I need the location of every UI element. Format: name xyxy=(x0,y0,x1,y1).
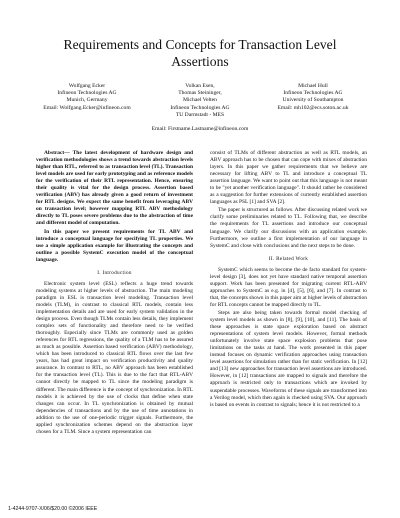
author-3-email: Email: mh102@ecs.soton.ac.uk xyxy=(277,104,349,111)
right-column xyxy=(210,150,367,410)
author-2 xyxy=(145,83,255,119)
author-1-affil: Infineon Technologies AG xyxy=(57,90,117,97)
author-1-name: Wolfgang Ecker xyxy=(68,83,106,89)
author-2-affil-b: TU Darmstadt - MES xyxy=(175,111,225,118)
author-1 xyxy=(32,83,142,112)
author-2-name-b: Thomas Steininger, xyxy=(178,90,222,97)
section-1-heading: I. Introduction xyxy=(97,269,132,276)
copyright-footer: 1-4244-9707-X/06/$20.00 ©2006 IEEE xyxy=(8,506,98,512)
title-line-1: Requirements and Concepts for Transaction Level xyxy=(63,37,337,52)
author-3 xyxy=(258,83,368,112)
section-1-para-1: Electronic system level (ESL) reflects a huge trend towards modeling systems at higher levels of abstraction. The main modeling paradigm in ESL is transaction level modeling. Transaction level models (TLM), in contrast to classical RTL models, contain less implementation details and are used for early system validation in the design process. Even though TLMs contain less details, they implement complex sets of functionality and therefore need to be verified thoroughly. Especially since TLMs are commonly used as golden references for RTL regressions, the quality of a TLM has to be assured as much as possible. Assertion based verification (ABV) methodology, which has been introduced to classical RTL flows over the last few years, has had great impact on verification productivity and quality assurance. In contrast to RTL, no ABV approach has been established for the transaction level (TL). This is due to the fact that RTL-ABV cannot directly be mapped to TL since the modeling paradigm is different. The main difference is the concept of synchronization. In RTL models it is achieved by the use of clocks that define when state changes can occur. In TL synchronization is obtained by mutual dependencies of transactions and by the use of time annotations in addition to the use of one-periodic trigger signals. Furthermore, the applied synchronization schemes depend on the abstraction layer chosen for a TLM. Since a system representation can xyxy=(36,280,194,435)
author-2-affil: Infineon Technologies AG xyxy=(170,104,230,111)
author-3-affil: Infineon Technologies AG xyxy=(283,90,343,97)
abstract xyxy=(36,150,193,264)
author-2-name-c: Michael Velten xyxy=(183,97,217,104)
abstract-para-2: In this paper we present requirements for TL ABV and introduce a conceptual language for specifying TL properties. We use a simple application example for illustrating the concepts and outline a possible SystemC execution model of the conceptual language. xyxy=(36,228,193,263)
section-2-heading: II. Related Work xyxy=(268,255,309,262)
author-1-location: Munich, Germany xyxy=(66,97,108,104)
right-para-2: The paper is structured as follows. After discussing related work we clarify some preliminaries related to TL. Following that, we describe the requirements for TL assertions and introduce our conceptual language. We clarify our discussions with an application example. Furthermore, we outline a first implementation of our language in SystemC and close with conclusions and the next steps to be done. xyxy=(210,207,367,249)
section-2-para-2: Steps are also being taken towards formal model checking of system level models as shown in [8], [9], [10], and [11]. The basis of these approaches is state space exploration based on abstract representations of system level models. However, formal methods unfortunately involve state space explosion problems that pose limitations on the tasks at hand. The work presented in this paper instead focuses on dynamic verification approaches using transaction level assertions for simulation rather than for static verification. In [12] and [13] new approaches for transaction level assertions are introduced. However, in [12] transactions are mapped to signals and therefore the approach is restricted only to transactions which are invoked by suspendable processes. Waveforms of these signals are transformed into a Verilog model, which then again is checked using SVA. Our approach is based on events in contrast to signals; hence it is not restricted to a xyxy=(210,309,367,408)
author-1-email: Email: Wolfgang.Ecker@infineon.com xyxy=(43,104,131,111)
shared-email: Email: Firstname.Lastname@infineon.com xyxy=(151,126,249,132)
right-para-1: consist of TLMs of different abstraction as well as RTL models, an ABV approach has to be chosen that can cope with mixes of abstraction layers. In this paper we gather requirements that we believe are necessary for lifting ABV to TL and introduce a conceptual TL assertion language. We want to point out that this language is not meant to be "yet another verification language". It should rather be considered as a suggestion for further extensions of currently established assertion languages as PSL [1] and SVA [2]. xyxy=(210,150,367,206)
section-2-para-1: SystemC which seems to become the de facto standard for system-level design [3], does not yet have standard native temporal assertion support. Work has been presented for migrating current RTL-ABV approaches to SystemC as e.g. in [4], [5], [6], and [7]. In contrast to that, the concepts shown in this paper aim at higher levels of abstraction for RTL concepts cannot be mapped directly to TL. xyxy=(210,266,367,308)
abstract-para-1: Abstract— The latest development of hardware design and verification methodologies shows a trend towards abstraction levels higher than RTL, referred to as transaction level (TL). Transaction level models are used for early prototyping and as reference models for the verification of their RTL representation. Hence, ensuring their quality is vital for the design process. Assertion based verification (ABV) has already given a good return of investment for RTL designs. We expect the same benefit from leveraging ABV on transaction level; however mapping RTL ABV methodology directly to TL poses severe problems due to the abstraction of time and different model of computation. xyxy=(36,150,193,227)
author-3-location: University of Southampton xyxy=(282,97,344,104)
left-column xyxy=(36,150,193,437)
paper-title xyxy=(0,36,400,70)
author-3-name: Michael Hull xyxy=(298,83,328,89)
author-2-name: Volkan Esen, xyxy=(185,83,215,89)
title-line-2: Assertions xyxy=(171,54,229,69)
